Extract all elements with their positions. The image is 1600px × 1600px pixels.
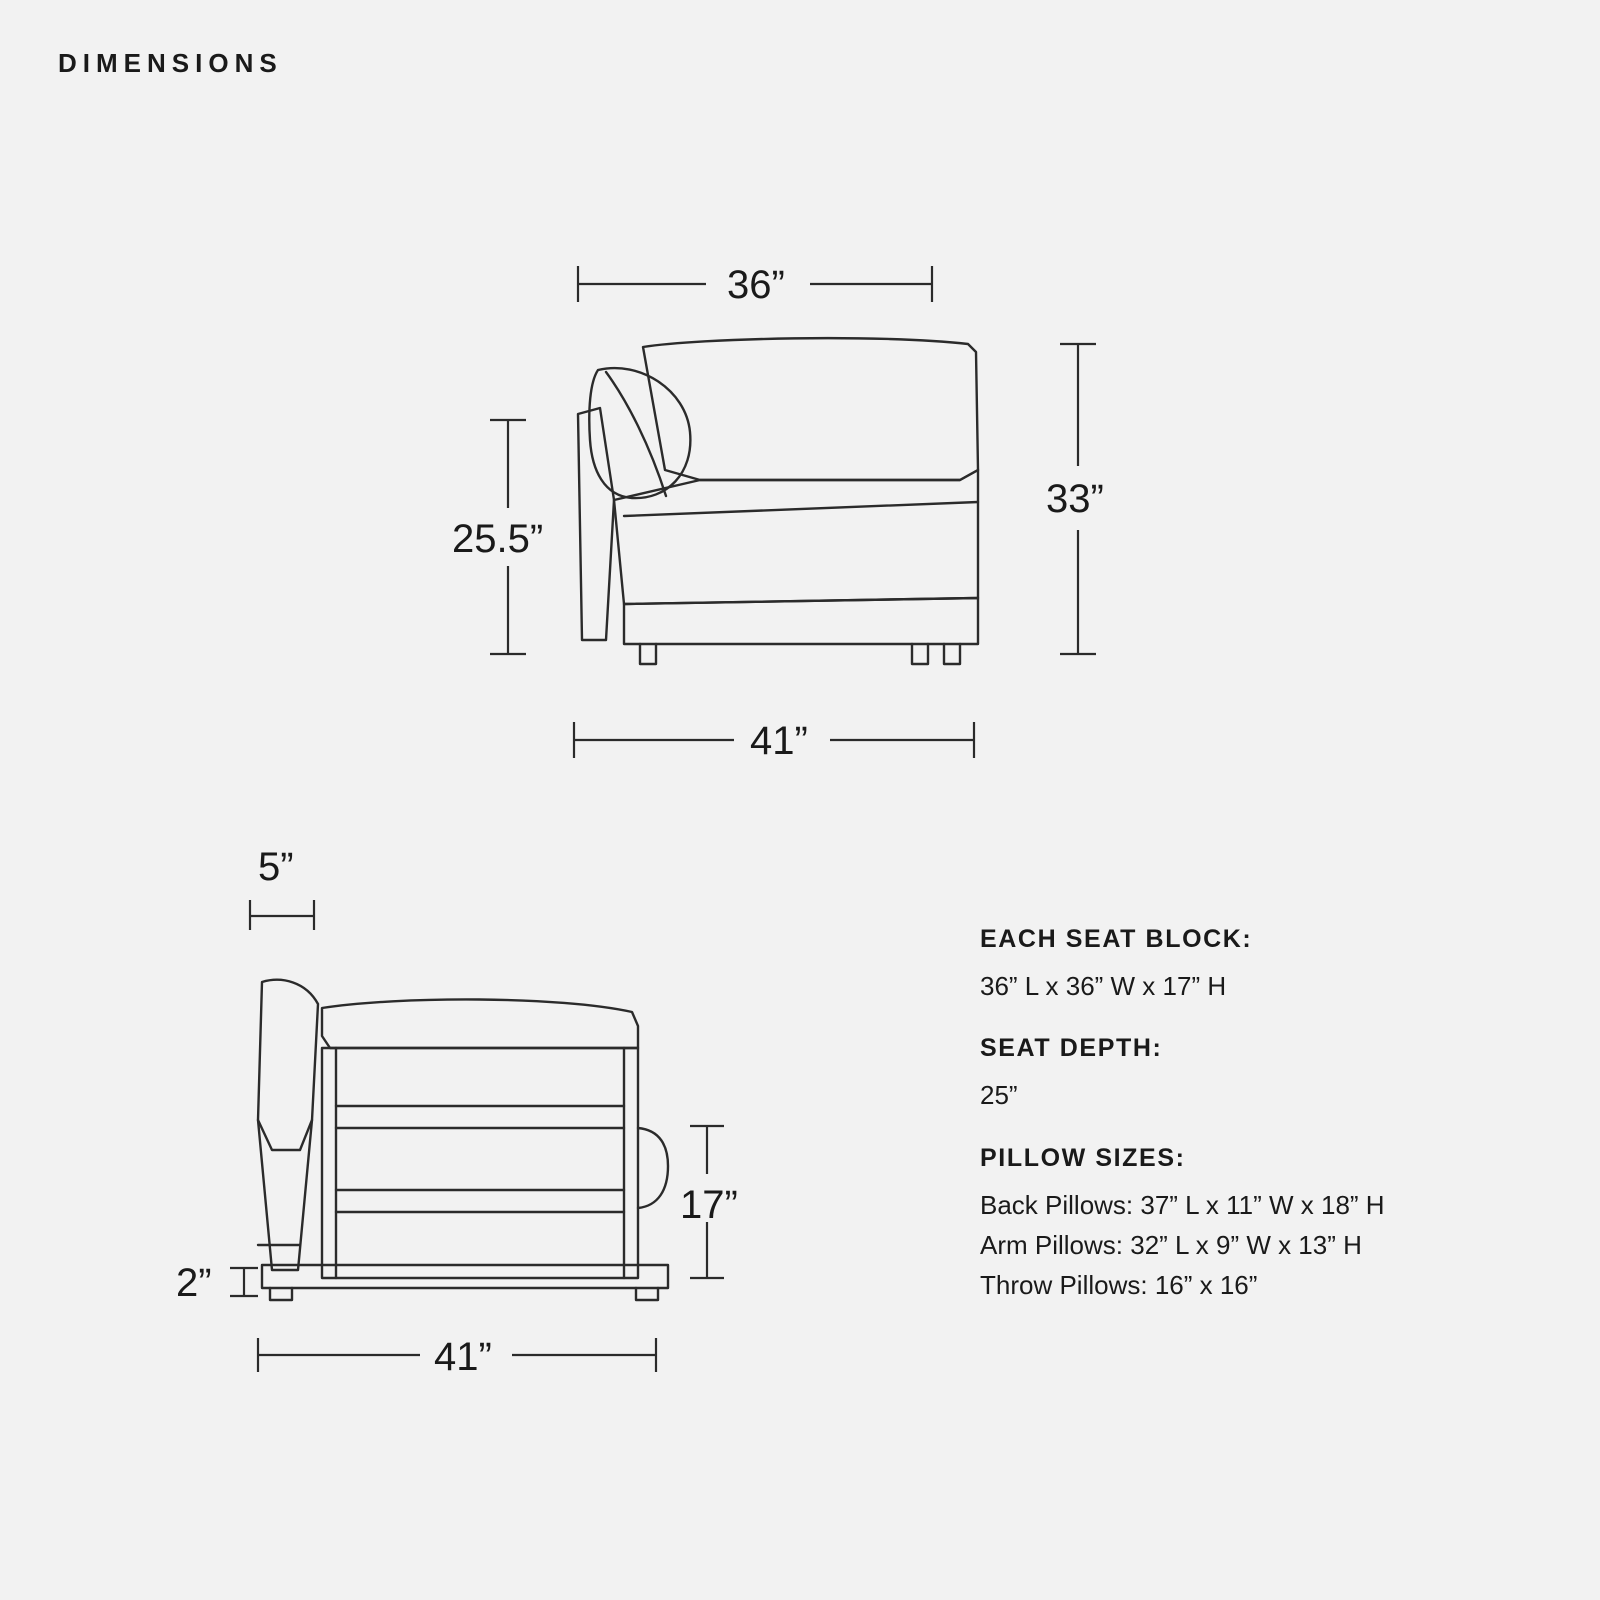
spec-list	[980, 925, 1540, 1333]
spec-line: 36” L x 36” W x 17” H	[980, 971, 1227, 1001]
front-view-drawing	[578, 338, 978, 664]
spec-line: Back Pillows: 37” L x 11” W x 18” H	[980, 1189, 1385, 1220]
spec-group-pillow-sizes	[980, 1144, 1540, 1306]
spec-line: 25”	[980, 1080, 1018, 1111]
side-arm-dimension	[250, 900, 314, 930]
spec-heading: SEAT DEPTH:	[980, 1034, 1163, 1063]
spec-heading: EACH SEAT BLOCK:	[980, 925, 1253, 953]
spec-line: Throw Pillows: 16” x 16”	[980, 1270, 1258, 1301]
side-arm-label: 5”	[258, 845, 294, 889]
side-depth-label: 41”	[434, 1335, 492, 1379]
front-width-label: 36”	[727, 263, 785, 307]
side-seat-height-label: 17”	[680, 1183, 738, 1227]
front-height-label: 33”	[1046, 477, 1104, 521]
front-depth-label: 41”	[750, 719, 808, 763]
spec-group-seat-depth	[980, 1034, 1540, 1115]
spec-line: Arm Pillows: 32” L x 9” W x 13” H	[980, 1229, 1362, 1260]
spec-heading: PILLOW SIZES:	[980, 1143, 1186, 1172]
side-view-drawing	[258, 980, 668, 1300]
front-back-height-label: 25.5”	[452, 517, 544, 561]
page-title: DIMENSIONS	[58, 48, 283, 78]
side-leg-dimension	[230, 1268, 258, 1296]
side-leg-label: 2”	[176, 1261, 212, 1305]
spec-group-seat-block	[980, 925, 1540, 1006]
